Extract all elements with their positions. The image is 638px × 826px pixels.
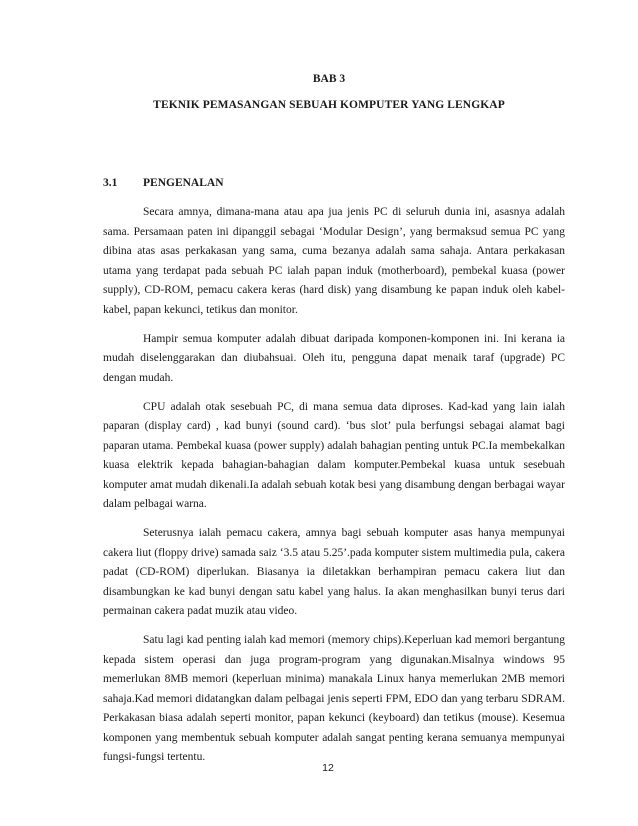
section-heading [103, 177, 224, 189]
body-text [103, 203, 565, 777]
paragraph-4: Seterusnya ialah pemacu cakera, amnya bagi sebuah komputer asas hanya mempunyai cakera liut (floppy drive) samada saiz ‘3.5 atau 5.25’.pada komputer sistem multimedia pula, cakera padat (CD-ROM) diperlukan. Biasanya ia diletakkan berhampiran pemacu cakera liut dan disambungkan ke kad bunyi dengan satu kabel yang halus. Ia akan menghasilkan bunyi terus dari permainan cakera padat muzik atau video. [103, 527, 565, 617]
section-number: 3.1 [103, 177, 118, 189]
paragraph-5: Satu lagi kad penting ialah kad memori (memory chips).Keperluan kad memori bergantung kepada sistem operasi dan juga program-program yang digunakan.Misalnya windows 95 memerlukan 8MB memori (keperluan minima) manakala Linux hanya memerlukan 2MB memori sahaja.Kad memori didatangkan dalam pelbagai jenis seperti FPM, EDO dan yang terbaru SDRAM. Perkakasan biasa adalah seperti monitor, papan kekunci (keyboard) dan tetikus (mouse). Kesemua komponen yang membentuk sebuah komputer adalah sangat penting kerana semuanya mempunyai fungsi-fungsi tertentu. [103, 634, 565, 763]
paragraph-1: Secara amnya, dimana-mana atau apa jua jenis PC di seluruh dunia ini, asasnya adalah sama. Persamaan paten ini dipanggil sebagai ‘Modular Design’, yang bermaksud semua PC yang dibina atas asas perkakasan yang sama, cuma bezanya adalah sama sahaja. Antara perkakasan utama yang terdapat pada sebuah PC ialah papan induk (motherboard), pembekal kuasa (power supply), CD-ROM, pemacu cakera keras (hard disk) yang disambung ke papan induk oleh kabel-kabel, papan kekunci, tetikus dan monitor. [103, 206, 565, 316]
chapter-label: BAB 3 [312, 73, 346, 85]
page-number: 12 [322, 762, 334, 774]
paragraph-2: Hampir semua komputer adalah dibuat daripada komponen-komponen ini. Ini kerana ia mudah diselenggarakan dan diubahsuai. Oleh itu, pengguna dapat menaik taraf (upgrade) PC dengan mudah. [103, 332, 565, 384]
chapter-title: TEKNIK PEMASANGAN SEBUAH KOMPUTER YANG LENGKAP [153, 99, 505, 111]
paragraph-3: CPU adalah otak sesebuah PC, di mana semua data diproses. Kad-kad yang lain ialah paparan (display card) , kad bunyi (sound card). ‘bus slot’ pula berfungsi sebagai alamat bagi paparan utama. Pembekal kuasa (power supply) adalah bahagian penting untuk PC.Ia membekalkan kuasa elektrik kepada bahagian-bahagian dalam komputer.Pembekal kuasa untuk sesebuah komputer amat mudah dikenali.Ia adalah sebuah kotak besi yang disambung dengan berbagai wayar dalam pelbagai warna. [103, 400, 565, 510]
section-title: PENGENALAN [143, 177, 224, 189]
